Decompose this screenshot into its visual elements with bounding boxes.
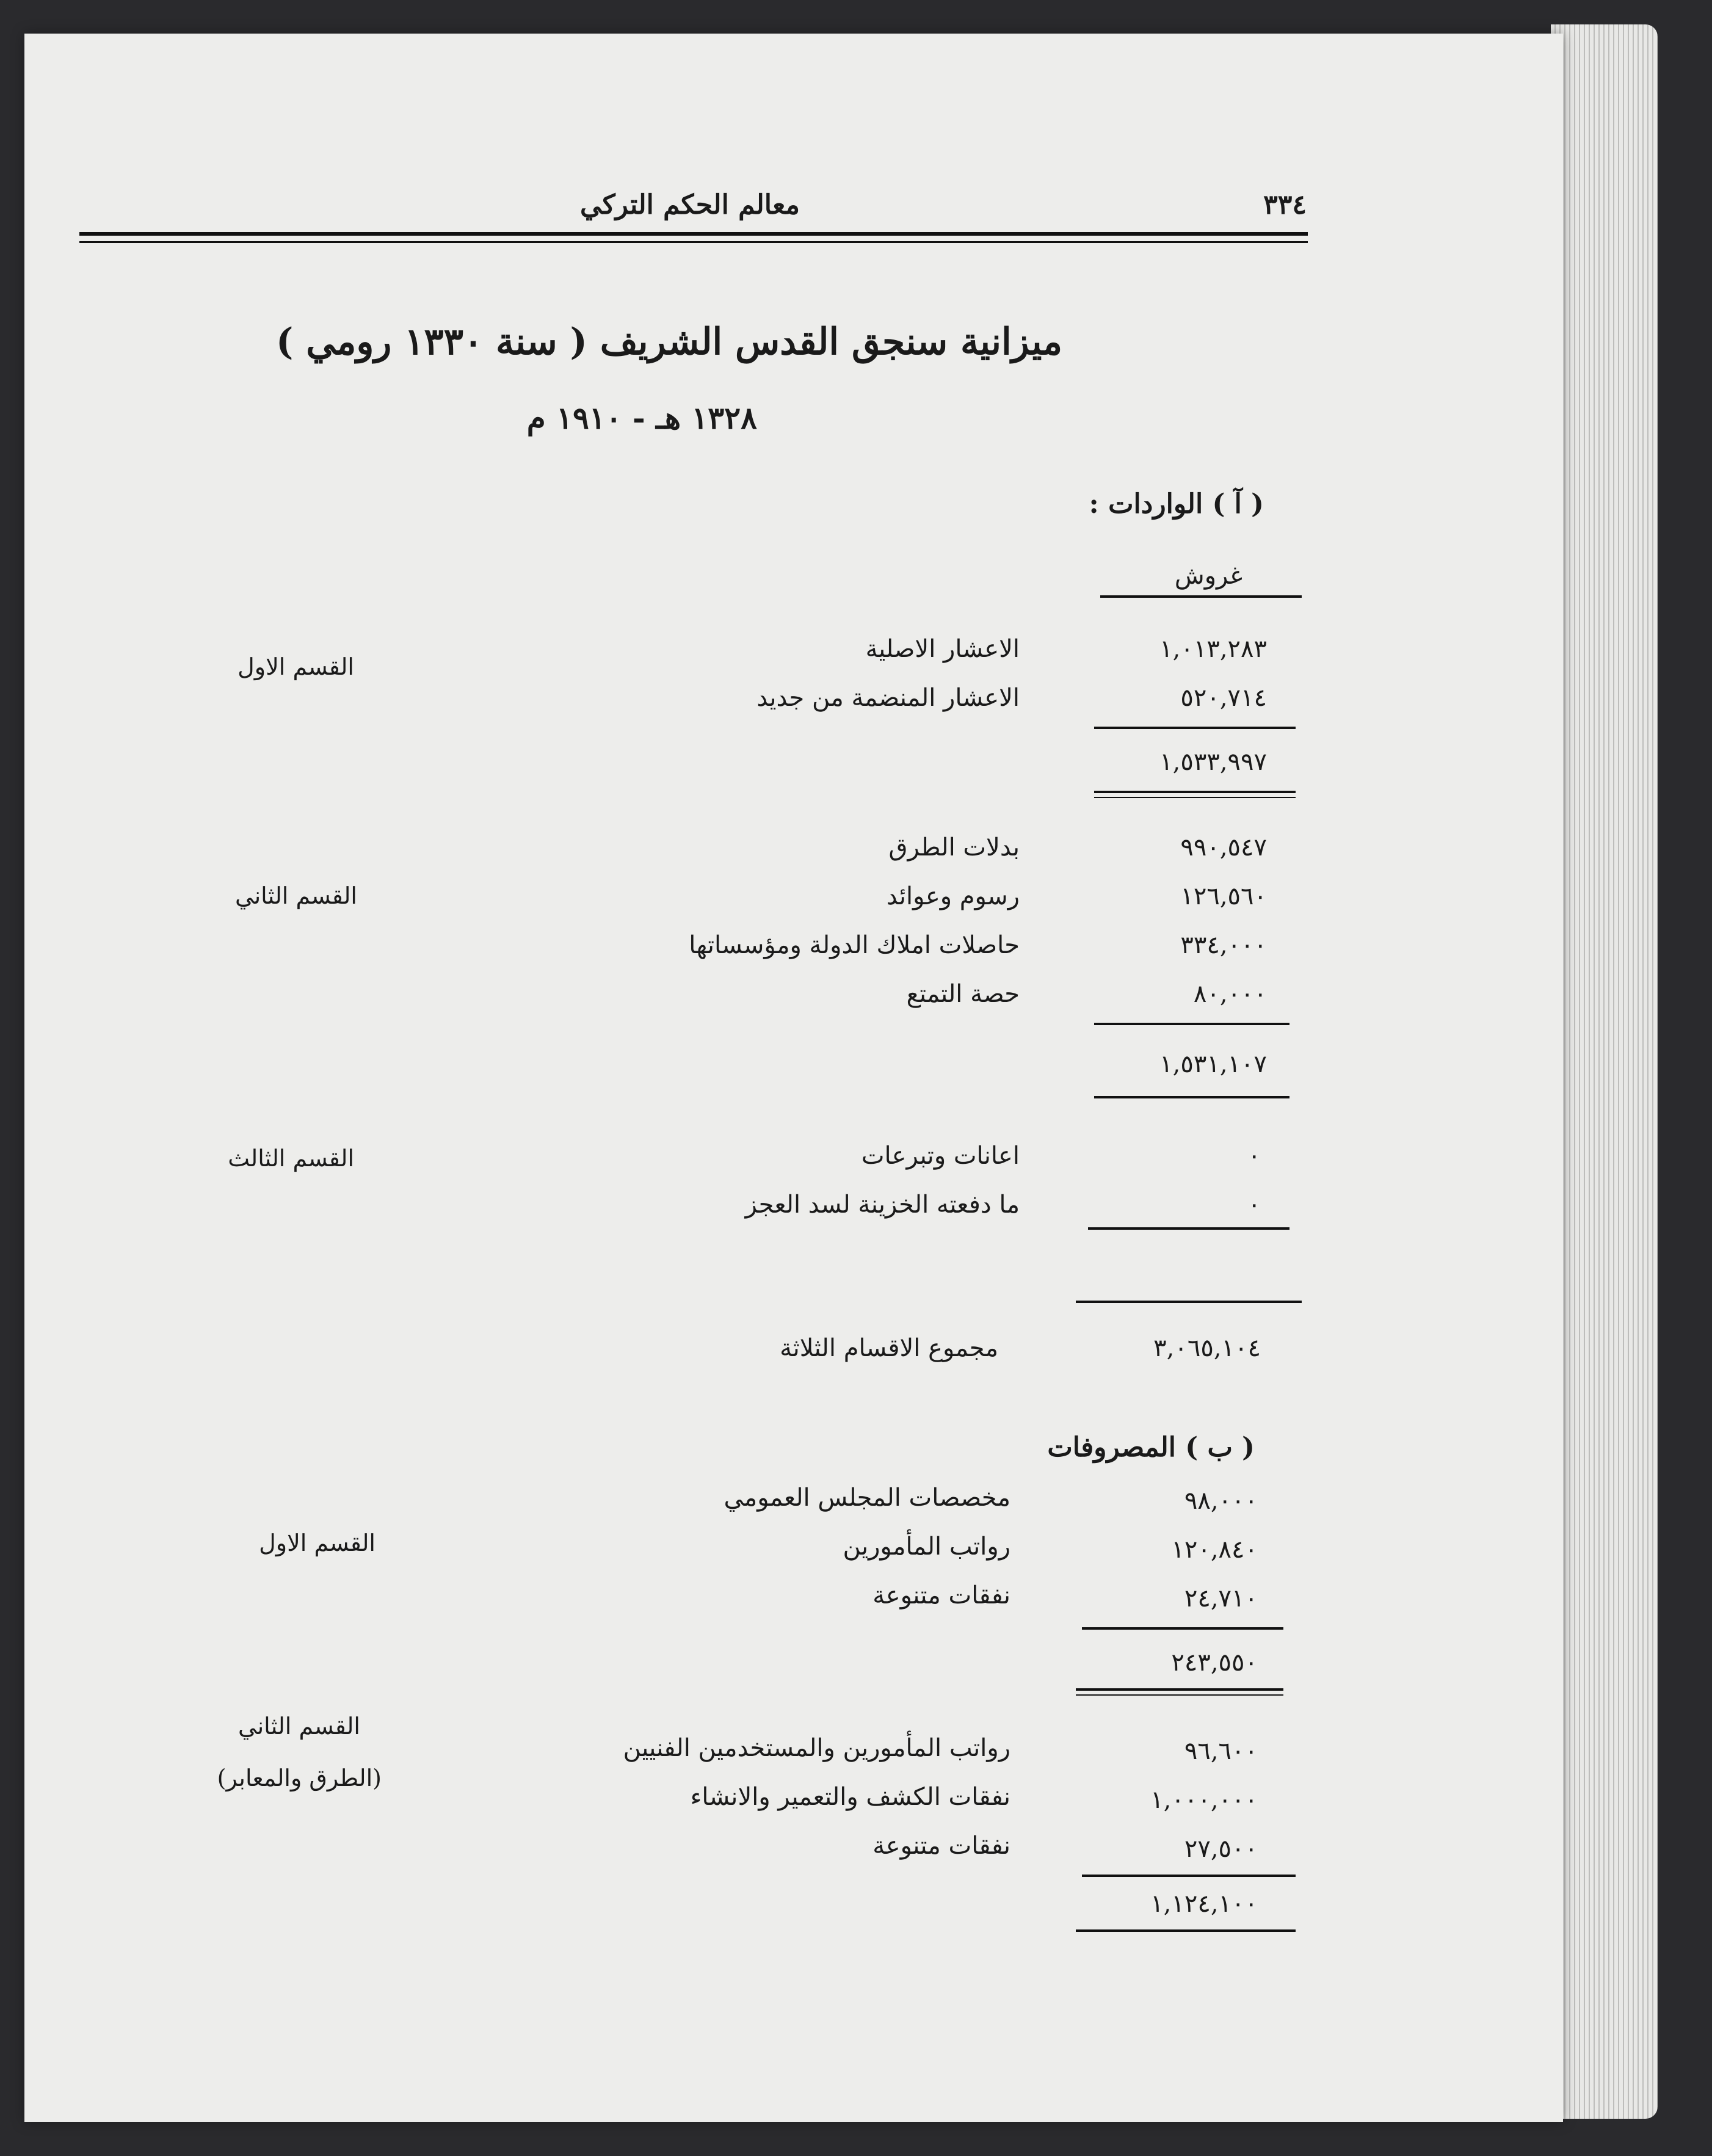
- book-page-edges: [1551, 24, 1658, 2119]
- total-rule: [1094, 791, 1296, 793]
- grand-total-value: ٣,٠٦٥,١٠٤: [1153, 1334, 1261, 1362]
- subtotal-rule: [1082, 1875, 1296, 1877]
- document-title: ميزانية سنجق القدس الشريف ( سنة ١٣٣٠ رومي ): [275, 321, 1062, 363]
- total-rule: [1094, 1096, 1289, 1098]
- revenue-item-value: ٠: [1247, 1142, 1261, 1170]
- expenses-group2-name: القسم الثاني: [238, 1713, 360, 1740]
- currency-label: غروش: [1174, 562, 1242, 590]
- revenue-group2-total: ١,٥٣١,١٠٧: [1159, 1050, 1267, 1078]
- revenue-item-value: ٨٠,٠٠٠: [1193, 980, 1267, 1008]
- expenses-group1-total: ٢٤٣,٥٥٠: [1171, 1649, 1258, 1677]
- subtotal-rule: [1088, 1227, 1289, 1230]
- revenue-group2-name: القسم الثاني: [234, 882, 357, 909]
- revenue-group1-total: ١,٥٣٣,٩٩٧: [1159, 748, 1267, 776]
- expenses-group2-total: ١,١٢٤,١٠٠: [1150, 1890, 1258, 1918]
- revenue-item-label: حصة التمتع: [906, 980, 1020, 1008]
- running-title: معالم الحكم التركي: [580, 189, 800, 220]
- subtotal-rule: [1082, 1627, 1283, 1630]
- subtotal-rule: [1094, 727, 1296, 729]
- expenses-group2-note: (الطرق والمعابر): [217, 1765, 382, 1791]
- revenue-heading: ( آ ) الواردات :: [1089, 488, 1264, 520]
- total-rule-thin: [1076, 1694, 1283, 1696]
- expense-item-value: ٢٤,٧١٠: [1184, 1584, 1258, 1613]
- revenue-item-label: بدلات الطرق: [888, 833, 1020, 862]
- revenue-item-value: ١٢٦,٥٦٠: [1180, 882, 1267, 910]
- document-subtitle: ١٣٢٨ هـ - ١٩١٠ م: [526, 400, 757, 436]
- expense-item-label: نفقات متنوعة: [872, 1832, 1010, 1860]
- total-rule-thin: [1094, 797, 1296, 798]
- expense-item-value: ٢٧,٥٠٠: [1184, 1835, 1258, 1863]
- expenses-heading: ( ب ) المصروفات: [1047, 1432, 1255, 1463]
- expense-item-value: ١٢٠,٨٤٠: [1171, 1536, 1258, 1564]
- header-rule: [79, 232, 1308, 236]
- expense-item-value: ١,٠٠٠,٠٠٠: [1150, 1786, 1258, 1814]
- revenue-item-value: ١,٠١٣,٢٨٣: [1159, 635, 1267, 663]
- revenue-item-label: ما دفعته الخزينة لسد العجز: [745, 1191, 1020, 1219]
- expense-item-label: رواتب المأمورين والمستخدمين الفنيين: [623, 1734, 1010, 1762]
- book-page: [24, 34, 1563, 2122]
- revenue-item-label: حاصلات املاك الدولة ومؤسساتها: [689, 931, 1020, 959]
- revenue-group1-name: القسم الاول: [238, 653, 354, 680]
- expense-item-value: ٩٨,٠٠٠: [1184, 1487, 1258, 1515]
- revenue-item-value: ٠: [1247, 1191, 1261, 1219]
- revenue-group3-name: القسم الثالث: [228, 1145, 354, 1172]
- revenue-item-value: ٩٩٠,٥٤٧: [1180, 833, 1267, 862]
- expense-item-label: نفقات متنوعة: [872, 1581, 1010, 1610]
- revenue-item-value: ٥٢٠,٧١٤: [1180, 684, 1267, 712]
- currency-rule: [1100, 595, 1302, 598]
- expense-item-label: رواتب المأمورين: [843, 1533, 1010, 1561]
- revenue-item-label: الاعشار المنضمة من جديد: [756, 684, 1020, 712]
- grand-total-label: مجموع الاقسام الثلاثة: [780, 1334, 998, 1362]
- expense-item-label: نفقات الكشف والتعمير والانشاء: [690, 1783, 1010, 1811]
- revenue-item-label: رسوم وعوائد: [886, 882, 1020, 910]
- expense-item-label: مخصصات المجلس العمومي: [724, 1484, 1010, 1512]
- revenue-item-label: الاعشار الاصلية: [865, 635, 1020, 663]
- grand-total-rule: [1076, 1301, 1302, 1303]
- revenue-item-label: اعانات وتبرعات: [861, 1142, 1020, 1170]
- expenses-group1-name: القسم الاول: [259, 1530, 375, 1556]
- page-number: ٣٣٤: [1263, 189, 1307, 220]
- revenue-item-value: ٣٣٤,٠٠٠: [1180, 931, 1267, 959]
- expense-item-value: ٩٦,٦٠٠: [1184, 1737, 1258, 1765]
- subtotal-rule: [1094, 1023, 1289, 1025]
- header-rule-thin: [79, 241, 1308, 243]
- total-rule: [1076, 1688, 1283, 1691]
- total-rule: [1076, 1929, 1296, 1932]
